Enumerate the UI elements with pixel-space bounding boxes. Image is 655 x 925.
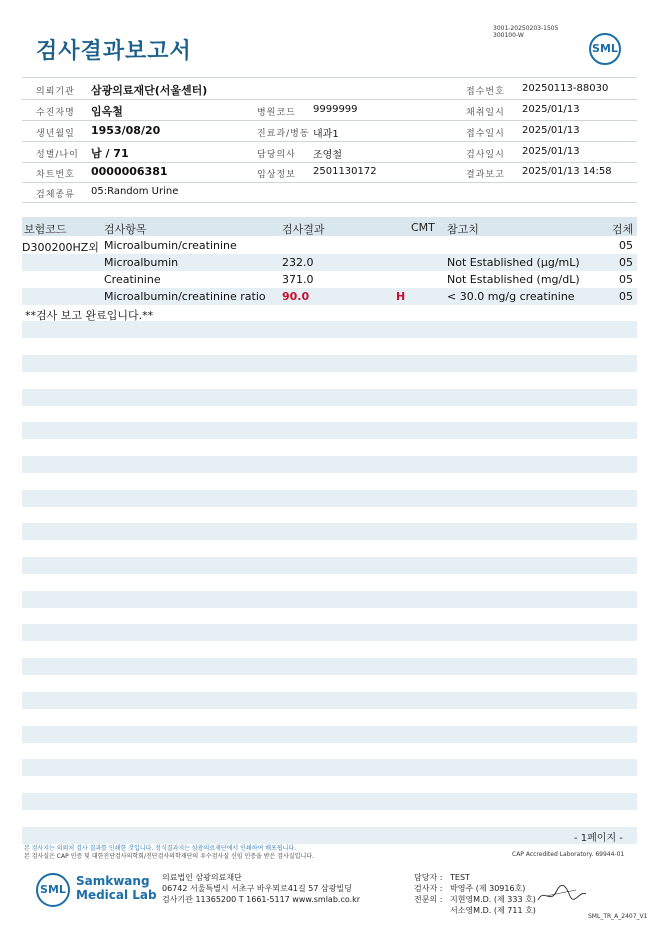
hospital-code-value: 9999999: [313, 104, 358, 115]
row-result: 232.0: [282, 256, 314, 269]
dept-value: 내과1: [313, 129, 339, 140]
test-date-label: 검사일시: [466, 150, 505, 160]
row-stripe: [22, 490, 637, 507]
divider: [22, 182, 637, 183]
signature-labels: [414, 872, 442, 905]
lab-name-line2: Medical Lab: [76, 888, 157, 902]
row-stripe: [22, 422, 637, 439]
header-code: 보험코드: [24, 223, 67, 236]
chart-value: 0000006381: [91, 165, 168, 178]
divider: [22, 120, 637, 121]
divider: [22, 202, 637, 203]
row-item: Microalbumin: [104, 256, 179, 269]
row-stripe: [22, 523, 637, 540]
row-stripe: [22, 658, 637, 675]
row-stripe: [22, 355, 637, 372]
row-stripe: [22, 692, 637, 709]
row-item: Creatinine: [104, 273, 161, 286]
institution-label: 의뢰기관: [36, 87, 75, 97]
row-code: D300200HZ외: [22, 241, 99, 254]
receive-date-label: 접수일시: [466, 129, 505, 139]
row-item: Microalbumin/creatinine ratio: [104, 290, 266, 303]
receive-date-value: 2025/01/13: [522, 125, 580, 136]
cap-accreditation: CAP Accredited Laboratory. 69944-01: [512, 851, 625, 858]
row-stripe: [22, 793, 637, 810]
lab-name-line1: Samkwang: [76, 874, 150, 888]
dept-label: 진료과/병동: [257, 129, 310, 139]
test-date-value: 2025/01/13: [522, 146, 580, 157]
org-address: 06742 서울특별시 서초구 바우뫼로41길 57 삼광빌딩: [162, 884, 352, 893]
specialist-label: 전문의 :: [414, 895, 443, 904]
patient-value: 임옥철: [91, 105, 123, 118]
patient-label: 수진자명: [36, 108, 75, 118]
notice-1: 본 검사지는 의뢰처 검사 결과를 인쇄한 것입니다. 정식결과지는 삼광의료재단에서 인쇄하여 배포됩니다.: [24, 845, 297, 852]
birth-value: 1953/08/20: [91, 124, 161, 137]
specimen-value: 05:Random Urine: [91, 186, 179, 197]
row-stripe: [22, 759, 637, 776]
institution-value: 삼광의료재단(서울센터): [91, 84, 208, 97]
row-result: 371.0: [282, 273, 314, 286]
org-contact: 검사기관 11365200 T 1661-5117 www.smlab.co.kr: [162, 895, 361, 904]
row-stripe: [22, 827, 637, 844]
chart-label: 차트번호: [36, 170, 75, 180]
row-stripe: [22, 557, 637, 574]
row-result-abnormal: 90.0: [282, 290, 310, 303]
divider: [22, 99, 637, 100]
row-stripe: [22, 389, 637, 406]
tester-value: 박영주 (제 30916호): [450, 884, 526, 893]
sex-age-value: 남 / 71: [91, 147, 129, 160]
birth-label: 생년월일: [36, 129, 75, 139]
document-code: [493, 25, 558, 39]
row-ref: Not Established (µg/mL): [447, 256, 580, 269]
document-code-line2: 300100-W: [493, 32, 524, 39]
divider: [22, 162, 637, 163]
reporter-value: TEST: [450, 873, 470, 882]
row-flag-high: H: [396, 290, 406, 303]
row-specimen: 05: [619, 273, 633, 286]
specimen-label: 검체종류: [36, 190, 75, 200]
signature-values: [450, 872, 536, 916]
row-ref: Not Established (mg/dL): [447, 273, 580, 286]
specialist-1: 지현영M.D. (제 333 호): [450, 895, 536, 904]
row-specimen: 05: [619, 290, 633, 303]
hospital-code-label: 병원코드: [257, 108, 296, 118]
row-ref: < 30.0 mg/g creatinine: [447, 290, 575, 303]
clinical-value: 2501130172: [313, 166, 377, 177]
divider: [22, 141, 637, 142]
header-specimen: 검체: [612, 223, 634, 236]
header-cmt: CMT: [411, 221, 435, 234]
row-stripe: [22, 456, 637, 473]
row-specimen: 05: [619, 239, 633, 252]
row-stripe: [22, 726, 637, 743]
receipt-no-value: 20250113-88030: [522, 83, 609, 94]
receipt-no-label: 접수번호: [466, 87, 505, 97]
completion-note: **검사 보고 완료입니다.**: [25, 309, 154, 322]
form-code: SML_TR_A_2407_V1: [588, 913, 648, 920]
collect-date-value: 2025/01/13: [522, 104, 580, 115]
collect-date-label: 채취일시: [466, 108, 505, 118]
clinical-label: 임상정보: [257, 170, 296, 180]
header-ref: 참고치: [447, 223, 479, 236]
tester-label: 검사자 :: [414, 884, 443, 893]
specialist-2: 서소영M.D. (제 711 호): [450, 906, 536, 915]
report-date-label: 결과보고: [466, 170, 505, 180]
sml-logo: SML: [589, 33, 621, 65]
row-stripe: [22, 624, 637, 641]
reporter-label: 담당자 :: [414, 873, 443, 882]
row-stripe: [22, 321, 637, 338]
footer-lab-name: [76, 874, 157, 902]
doctor-label: 담당의사: [257, 150, 296, 160]
org-name: 의료법인 삼광의료재단: [162, 873, 242, 882]
report-title: 검사결과보고서: [36, 39, 192, 64]
row-specimen: 05: [619, 256, 633, 269]
header-item: 검사항목: [104, 223, 147, 236]
document-code-line1: 3001-20250203-1505: [493, 25, 559, 32]
divider: [22, 77, 637, 78]
handwritten-signature: [536, 882, 588, 906]
row-stripe: [22, 591, 637, 608]
sml-footer-logo: SML: [36, 873, 70, 907]
report-date-value: 2025/01/13 14:58: [522, 166, 612, 177]
doctor-value: 조영철: [313, 150, 342, 161]
notice-2: 본 검사실은 CAP 인증 및 대한진단검사의학회/진단검사의학재단의 우수검사실 신임 인증을 받은 검사실입니다.: [24, 853, 314, 860]
sex-age-label: 성별/나이: [36, 150, 79, 160]
header-result: 검사결과: [282, 223, 325, 236]
page-number: - 1페이지 -: [574, 833, 623, 844]
footer-org-block: [162, 872, 360, 905]
row-item: Microalbumin/creatinine: [104, 239, 237, 252]
